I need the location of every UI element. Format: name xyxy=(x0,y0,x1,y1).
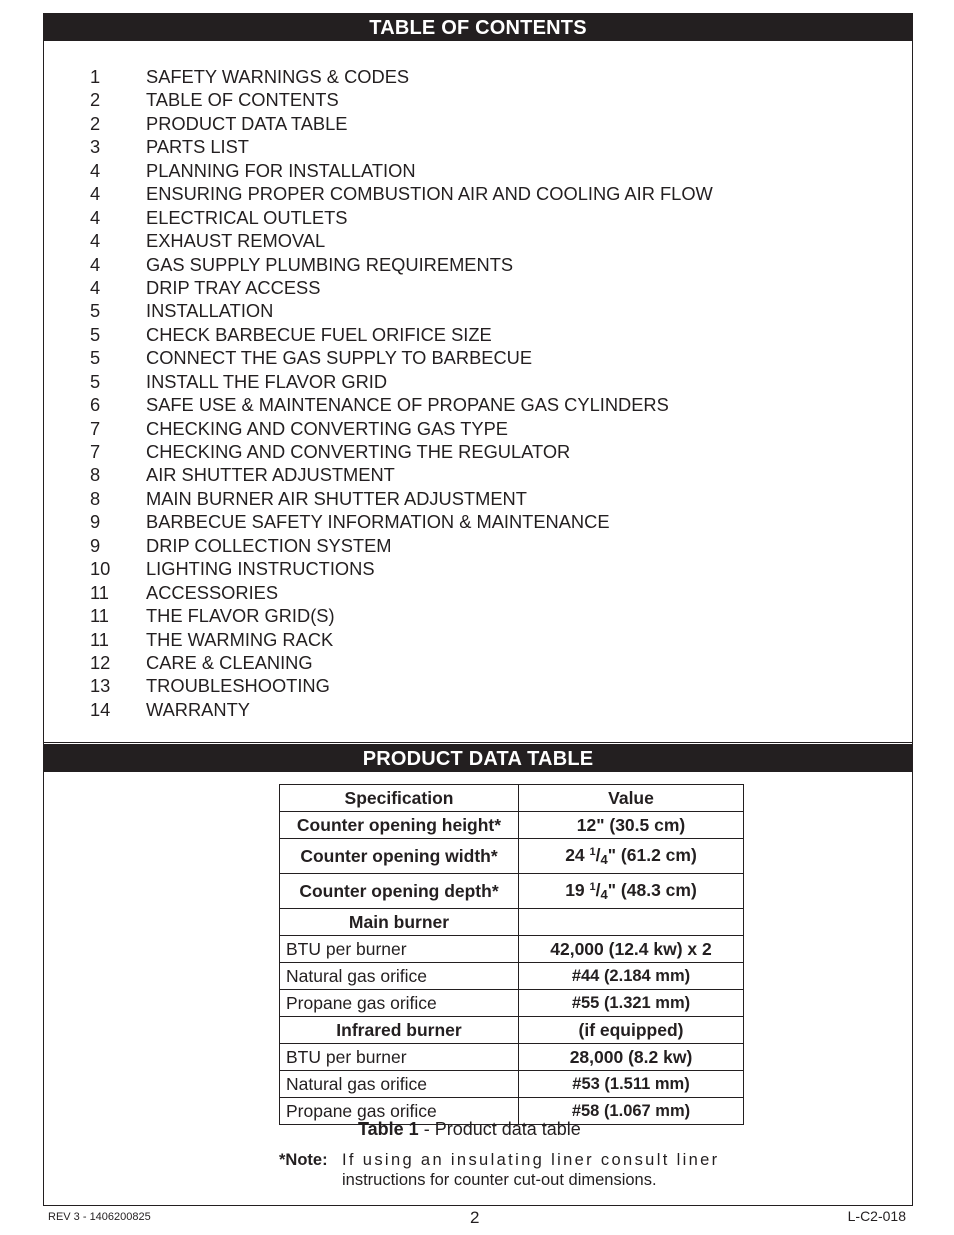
toc-page-number: 8 xyxy=(90,464,101,486)
page-number: 2 xyxy=(470,1208,480,1227)
note-text-line1: If using an insulating liner consult liner xyxy=(342,1151,720,1169)
toc-entry xyxy=(90,65,713,88)
toc-page-number: 11 xyxy=(90,628,109,650)
header-value: Value xyxy=(519,785,744,812)
toc-page-number: 3 xyxy=(90,136,101,158)
toc-entry xyxy=(90,417,713,440)
toc-entry-title: EXHAUST REMOVAL xyxy=(146,230,326,252)
value-rest: " (61.2 cm) xyxy=(607,845,697,865)
toc-entry-title: WARRANTY xyxy=(146,698,250,720)
toc-page-number: 11 xyxy=(90,605,109,627)
value-whole: 19 xyxy=(565,880,590,900)
toc-entry xyxy=(90,463,713,486)
table-row xyxy=(280,1044,744,1071)
toc-entry-title: ACCESSORIES xyxy=(146,581,279,603)
toc-page-number: 2 xyxy=(90,112,101,134)
header-spec: Specification xyxy=(280,785,519,812)
toc-page-number: 7 xyxy=(90,417,101,439)
toc-entry xyxy=(90,581,713,604)
note-label: *Note: xyxy=(279,1151,328,1169)
toc-page-number: 4 xyxy=(90,230,101,252)
toc-page-number: 14 xyxy=(90,698,111,720)
toc-page-number: 4 xyxy=(90,159,101,181)
spec-cell: Natural gas orifice xyxy=(280,1071,519,1098)
table-row xyxy=(280,990,744,1017)
toc-entry xyxy=(90,393,713,416)
toc-entry-title: DRIP COLLECTION SYSTEM xyxy=(146,534,392,556)
toc-page-number: 9 xyxy=(90,534,101,556)
table-row xyxy=(280,936,744,963)
toc-entry-title: MAIN BURNER AIR SHUTTER ADJUSTMENT xyxy=(146,487,527,509)
toc-entry xyxy=(90,628,713,651)
fraction-denominator: 4 xyxy=(600,887,608,902)
table-row xyxy=(280,839,744,874)
toc-entry xyxy=(90,534,713,557)
table-row xyxy=(280,1071,744,1098)
toc-entry xyxy=(90,487,713,510)
toc-entry-title: GAS SUPPLY PLUMBING REQUIREMENTS xyxy=(146,253,514,275)
toc-page-number: 5 xyxy=(90,300,101,322)
toc-page-number: 5 xyxy=(90,370,101,392)
toc-page-number: 4 xyxy=(90,206,101,228)
toc-entry xyxy=(90,159,713,182)
spec-cell: Counter opening depth* xyxy=(280,874,519,909)
toc-heading: TABLE OF CONTENTS xyxy=(43,13,913,41)
toc-entry xyxy=(90,276,713,299)
spec-cell: Counter opening width* xyxy=(280,839,519,874)
spec-cell: Natural gas orifice xyxy=(280,963,519,990)
toc-entry-title: CHECK BARBECUE FUEL ORIFICE SIZE xyxy=(146,323,492,345)
toc-entry-title: PRODUCT DATA TABLE xyxy=(146,112,348,134)
toc-entry xyxy=(90,604,713,627)
value-cell: 42,000 (12.4 kw) x 2 xyxy=(519,936,744,963)
toc-entry-title: AIR SHUTTER ADJUSTMENT xyxy=(146,464,395,486)
toc-entry-title: DRIP TRAY ACCESS xyxy=(146,276,321,298)
toc-entry-title: THE WARMING RACK xyxy=(146,628,334,650)
toc-page-number: 8 xyxy=(90,487,101,509)
table-section-row xyxy=(280,1017,744,1044)
spec-cell: Counter opening height* xyxy=(280,812,519,839)
toc-entry-title: CHECKING AND CONVERTING THE REGULATOR xyxy=(146,441,571,462)
toc-entry-title: TROUBLESHOOTING xyxy=(146,675,330,697)
toc-entry xyxy=(90,206,713,229)
value-cell: 24 $^1/_4$" (61.2 cm) xyxy=(519,839,744,874)
toc-entry xyxy=(90,323,713,346)
spec-cell: BTU per burner xyxy=(280,936,519,963)
value-cell xyxy=(519,909,744,936)
toc-page-number: 13 xyxy=(90,675,111,697)
toc-entry xyxy=(90,440,713,463)
value-cell: #58 (1.067 mm) xyxy=(519,1098,744,1125)
toc-page-number: 7 xyxy=(90,441,101,462)
toc-entry-title: SAFE USE & MAINTENANCE OF PROPANE GAS CYLINDERS xyxy=(146,394,669,416)
toc-page-number: 4 xyxy=(90,253,101,275)
revision-code: REV 3 - 1406200825 xyxy=(48,1211,151,1223)
toc-entry xyxy=(90,510,713,533)
toc-entry-title: BARBECUE SAFETY INFORMATION & MAINTENANCE xyxy=(146,511,610,533)
toc-page-number: 1 xyxy=(90,66,101,87)
toc-entry xyxy=(90,346,713,369)
toc-entry-title: INSTALLATION xyxy=(146,300,274,322)
document-code: L-C2-018 xyxy=(847,1208,906,1224)
toc-entry xyxy=(90,557,713,580)
value-cell: 28,000 (8.2 kw) xyxy=(519,1044,744,1071)
toc-entry-title: CONNECT THE GAS SUPPLY TO BARBECUE xyxy=(146,347,533,369)
toc-entry-title: SAFETY WARNINGS & CODES xyxy=(146,66,410,87)
toc-entry-title: PARTS LIST xyxy=(146,136,249,158)
toc-entry-title: PLANNING FOR INSTALLATION xyxy=(146,159,416,181)
toc-page-number: 9 xyxy=(90,511,101,533)
value-cell: #55 (1.321 mm) xyxy=(519,990,744,1017)
toc-entry-title: TABLE OF CONTENTS xyxy=(146,89,339,111)
spec-cell: Propane gas orifice xyxy=(280,990,519,1017)
toc-page-number: 2 xyxy=(90,89,101,111)
table-row xyxy=(280,812,744,839)
toc-entry-title: LIGHTING INSTRUCTIONS xyxy=(146,558,375,580)
toc-entry xyxy=(90,229,713,252)
toc-entry-title: ENSURING PROPER COMBUSTION AIR AND COOLING AIR FLOW xyxy=(146,183,713,205)
toc-entry xyxy=(90,698,713,721)
table-header-row xyxy=(280,785,744,812)
value-whole: 24 xyxy=(565,845,590,865)
product-data-table xyxy=(279,784,744,1125)
product-data-heading: PRODUCT DATA TABLE xyxy=(43,744,913,772)
toc-list xyxy=(90,65,713,721)
toc-entry xyxy=(90,674,713,697)
section-cell: Main burner xyxy=(280,909,519,936)
toc-page-number: 12 xyxy=(90,651,111,673)
toc-page-number: 6 xyxy=(90,394,101,416)
toc-page-number: 5 xyxy=(90,323,101,345)
toc-entry-title: THE FLAVOR GRID(S) xyxy=(146,605,335,627)
note-text-line2: instructions for counter cut-out dimensions. xyxy=(342,1171,657,1189)
toc-entry xyxy=(90,370,713,393)
toc-page-number: 4 xyxy=(90,183,101,205)
caption-text: - Product data table xyxy=(418,1119,581,1139)
toc-entry xyxy=(90,253,713,276)
section-cell: Infrared burner xyxy=(280,1017,519,1044)
toc-page-number: 5 xyxy=(90,347,101,369)
value-cell: 19 $^1/_4$" (48.3 cm) xyxy=(519,874,744,909)
value-cell: (if equipped) xyxy=(519,1017,744,1044)
toc-entry-title: ELECTRICAL OUTLETS xyxy=(146,206,348,228)
caption-label: Table 1 xyxy=(358,1119,419,1139)
table-section-row xyxy=(280,909,744,936)
fraction-denominator: 4 xyxy=(600,852,608,867)
value-cell: #44 (2.184 mm) xyxy=(519,963,744,990)
toc-entry xyxy=(90,651,713,674)
toc-entry-title: CARE & CLEANING xyxy=(146,651,313,673)
table-row xyxy=(280,874,744,909)
toc-entry xyxy=(90,135,713,158)
fraction-numerator: 1 xyxy=(589,846,596,858)
spec-cell: Propane gas orifice xyxy=(280,1098,519,1125)
toc-page-number: 10 xyxy=(90,558,111,580)
toc-entry xyxy=(90,88,713,111)
fraction-numerator: 1 xyxy=(589,881,596,893)
value-cell: 12" (30.5 cm) xyxy=(519,812,744,839)
toc-entry xyxy=(90,299,713,322)
table-row xyxy=(280,963,744,990)
spec-cell: BTU per burner xyxy=(280,1044,519,1071)
toc-page-number: 4 xyxy=(90,276,101,298)
toc-page-number: 11 xyxy=(90,581,109,603)
table-caption xyxy=(358,1119,581,1140)
value-rest: " (48.3 cm) xyxy=(607,880,697,900)
toc-entry xyxy=(90,112,713,135)
section-divider xyxy=(43,742,913,743)
value-cell: #53 (1.511 mm) xyxy=(519,1071,744,1098)
toc-entry-title: INSTALL THE FLAVOR GRID xyxy=(146,370,388,392)
toc-entry xyxy=(90,182,713,205)
toc-entry-title: CHECKING AND CONVERTING GAS TYPE xyxy=(146,417,508,439)
